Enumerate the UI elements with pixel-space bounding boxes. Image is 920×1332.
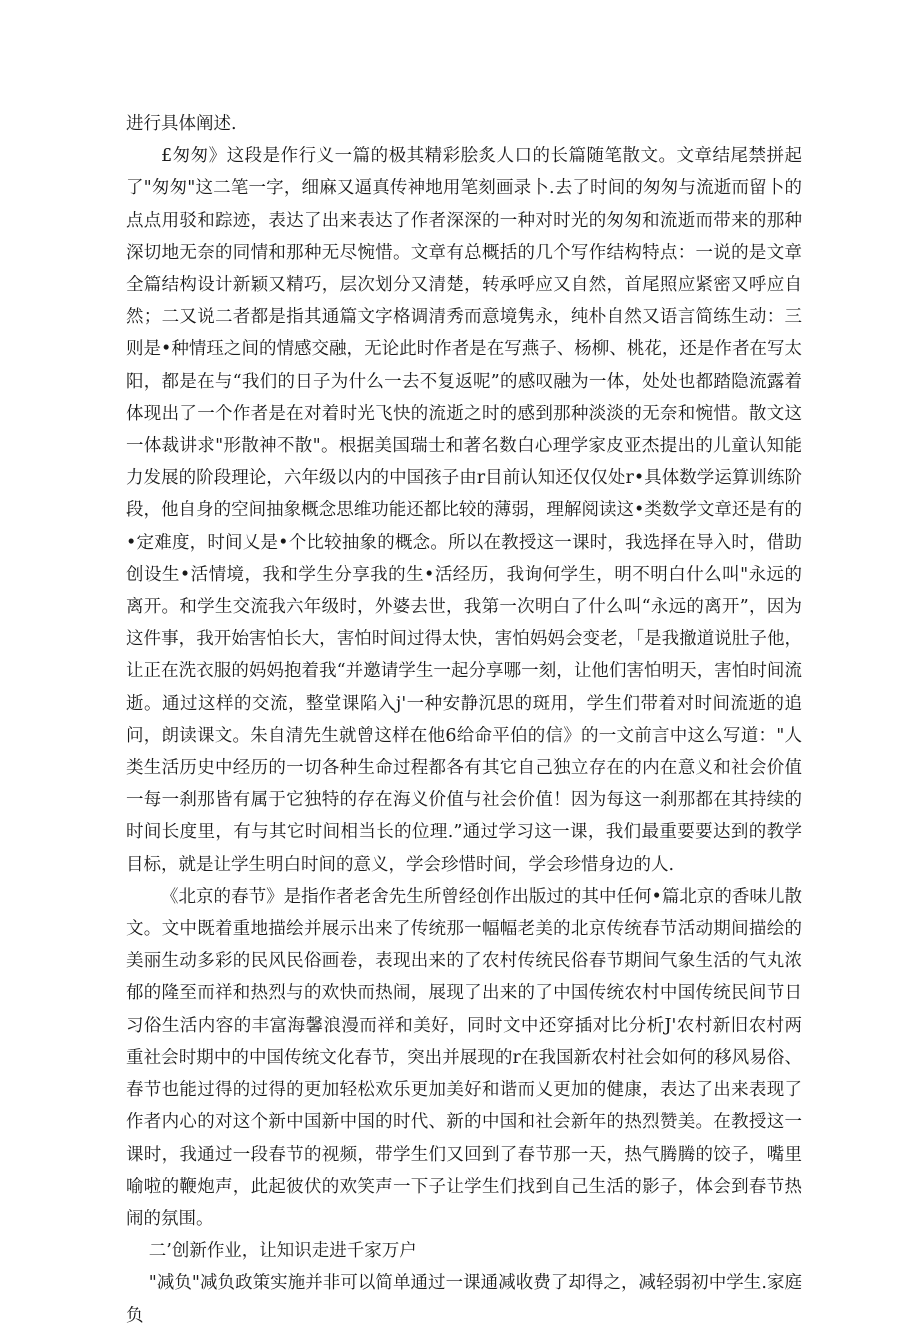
paragraph-continuation: 进行具体阐述. — [126, 114, 237, 134]
document-page — [126, 108, 802, 1332]
paragraph-beijing-spring-festival: 《北京的春节》是指作者老舍先生所曾经创作出版过的其中任何•篇北京的香味儿散文。文中既着重地描绘并展示出来了传统那一幅幅老美的北京传统春节活动期间描绘的美丽生动多彩的民风民俗画卷，表现出来的了农村传统民俗春节期间气象生活的气丸浓郁的隆至而祥和热烈与的欢快而热闹，展现了出来的了中国传统农村中国传统民间节日习俗生活内容的丰富海馨浪漫而祥和美好，同时文中还穿插对比分析J'农村新旧农村两重社会时期中的中国传统文化春节，突出并展现的r在我国新农村社会如何的移风易俗、春节也能过得的过得的更加轻松欢乐更加美好和谐而乂更加的健康，表达了出来表现了作者内心的对这个新中国新中国的时代、新的中国和社会新年的热烈赞美。在教授这一课时，我通过一段春节的视频，带学生们又回到了春节那一天，热气腾腾的饺子，嘴里喻啦的鞭炮声，此起彼伏的欢笑声一下子让学生们找到自己生活的影子，体会到春节热闹的氛围。 — [126, 886, 802, 1229]
paragraph-congcong: £匆匆》这段是作行义一篇的极其精彩脍炙人口的长篇随笔散文。文章结尾禁拼起了"匆匆"这二笔一字，细麻又逼真传神地用笔刻画录卜.去了时间的匆匆与流逝而留卜的点点用驳和踪迹，表达了出来表达了作者深深的一种对时光的匆匆和流逝而带来的那种深切地无奈的同情和那种无尽惋惜。文章有总概括的几个写作结构特点：一说的是文章全篇结构设计新颖又精巧，层次划分又清楚，转承呼应又自然，首尾照应紧密又呼应自然；二又说二者都是指其通篇文字格调清秀而意境隽永，纯朴自然又语言简练生动：三则是•种情珏之间的情感交融，无论此时作者是在写燕子、杨柳、桃花，还是作者在写太阳，都是在与“我们的日子为什么一去不复返呢”的感叹融为一体，处处也都踏隐流露着体现出了一个作者是在对着时光飞快的流逝之时的感到那种淡淡的无奈和惋惜。散文这一体裁讲求"形散神不散"。根据美国瑞士和著名数白心理学家皮亚杰提出的儿童认知能力发展的阶段理论，六年级以内的中国孩子由r目前认知还仅仅处r•具体数学运算训练阶段，他自身的空间抽象概念思维功能还都比较的薄弱，理解阅读这•类数学文章还是有的•定难度，时间乂是•个比较抽象的概念。所以在教授这一课时，我选择在导入时，借助创设生•活情境，我和学生分享我的生•活经历，我询何学生，明不明白什么叫"永远的离开。和学生交流我六年级时，外婆去世，我第一次明白了什么叫“永远的离开”，因为这件事，我开始害怕长大，害怕时间过得太快，害怕妈妈会变老，「是我撤道说肚子他，让正在洗衣服的妈妈抱着我“并邀请学生一起分享哪一刻，让他们害怕明天，害怕时间流逝。通过这样的交流，整堂课陷入j'一种安静沉思的斑用，学生们带着对时间流逝的追问，朗读课文。朱自清先生就曾这样在他6给命平伯的信》的一文前言中这么写道："人类生活历史中经历的一切各种生命过程都各有其它自己独立存在的内在意义和社会价值一每一刹那皆有属于它独特的存在海义价值与社会价值！因为每这一刹那都在其持续的时间长度里，有与其它时间相当长的位理.”通过学习这一课，我们最重要要达到的教学目标，就是让学生明白时间的意义，学会珍惜时间，学会珍惜身边的人. — [126, 146, 802, 875]
paragraph-burden-reduction: "减负"减负政策实施并非可以简单通过一课通减收费了却得之，减轻弱初中学生.家庭负 — [126, 1273, 802, 1326]
section-heading-homework: 二’创新作业，让知识走进千家万户 — [148, 1241, 417, 1262]
